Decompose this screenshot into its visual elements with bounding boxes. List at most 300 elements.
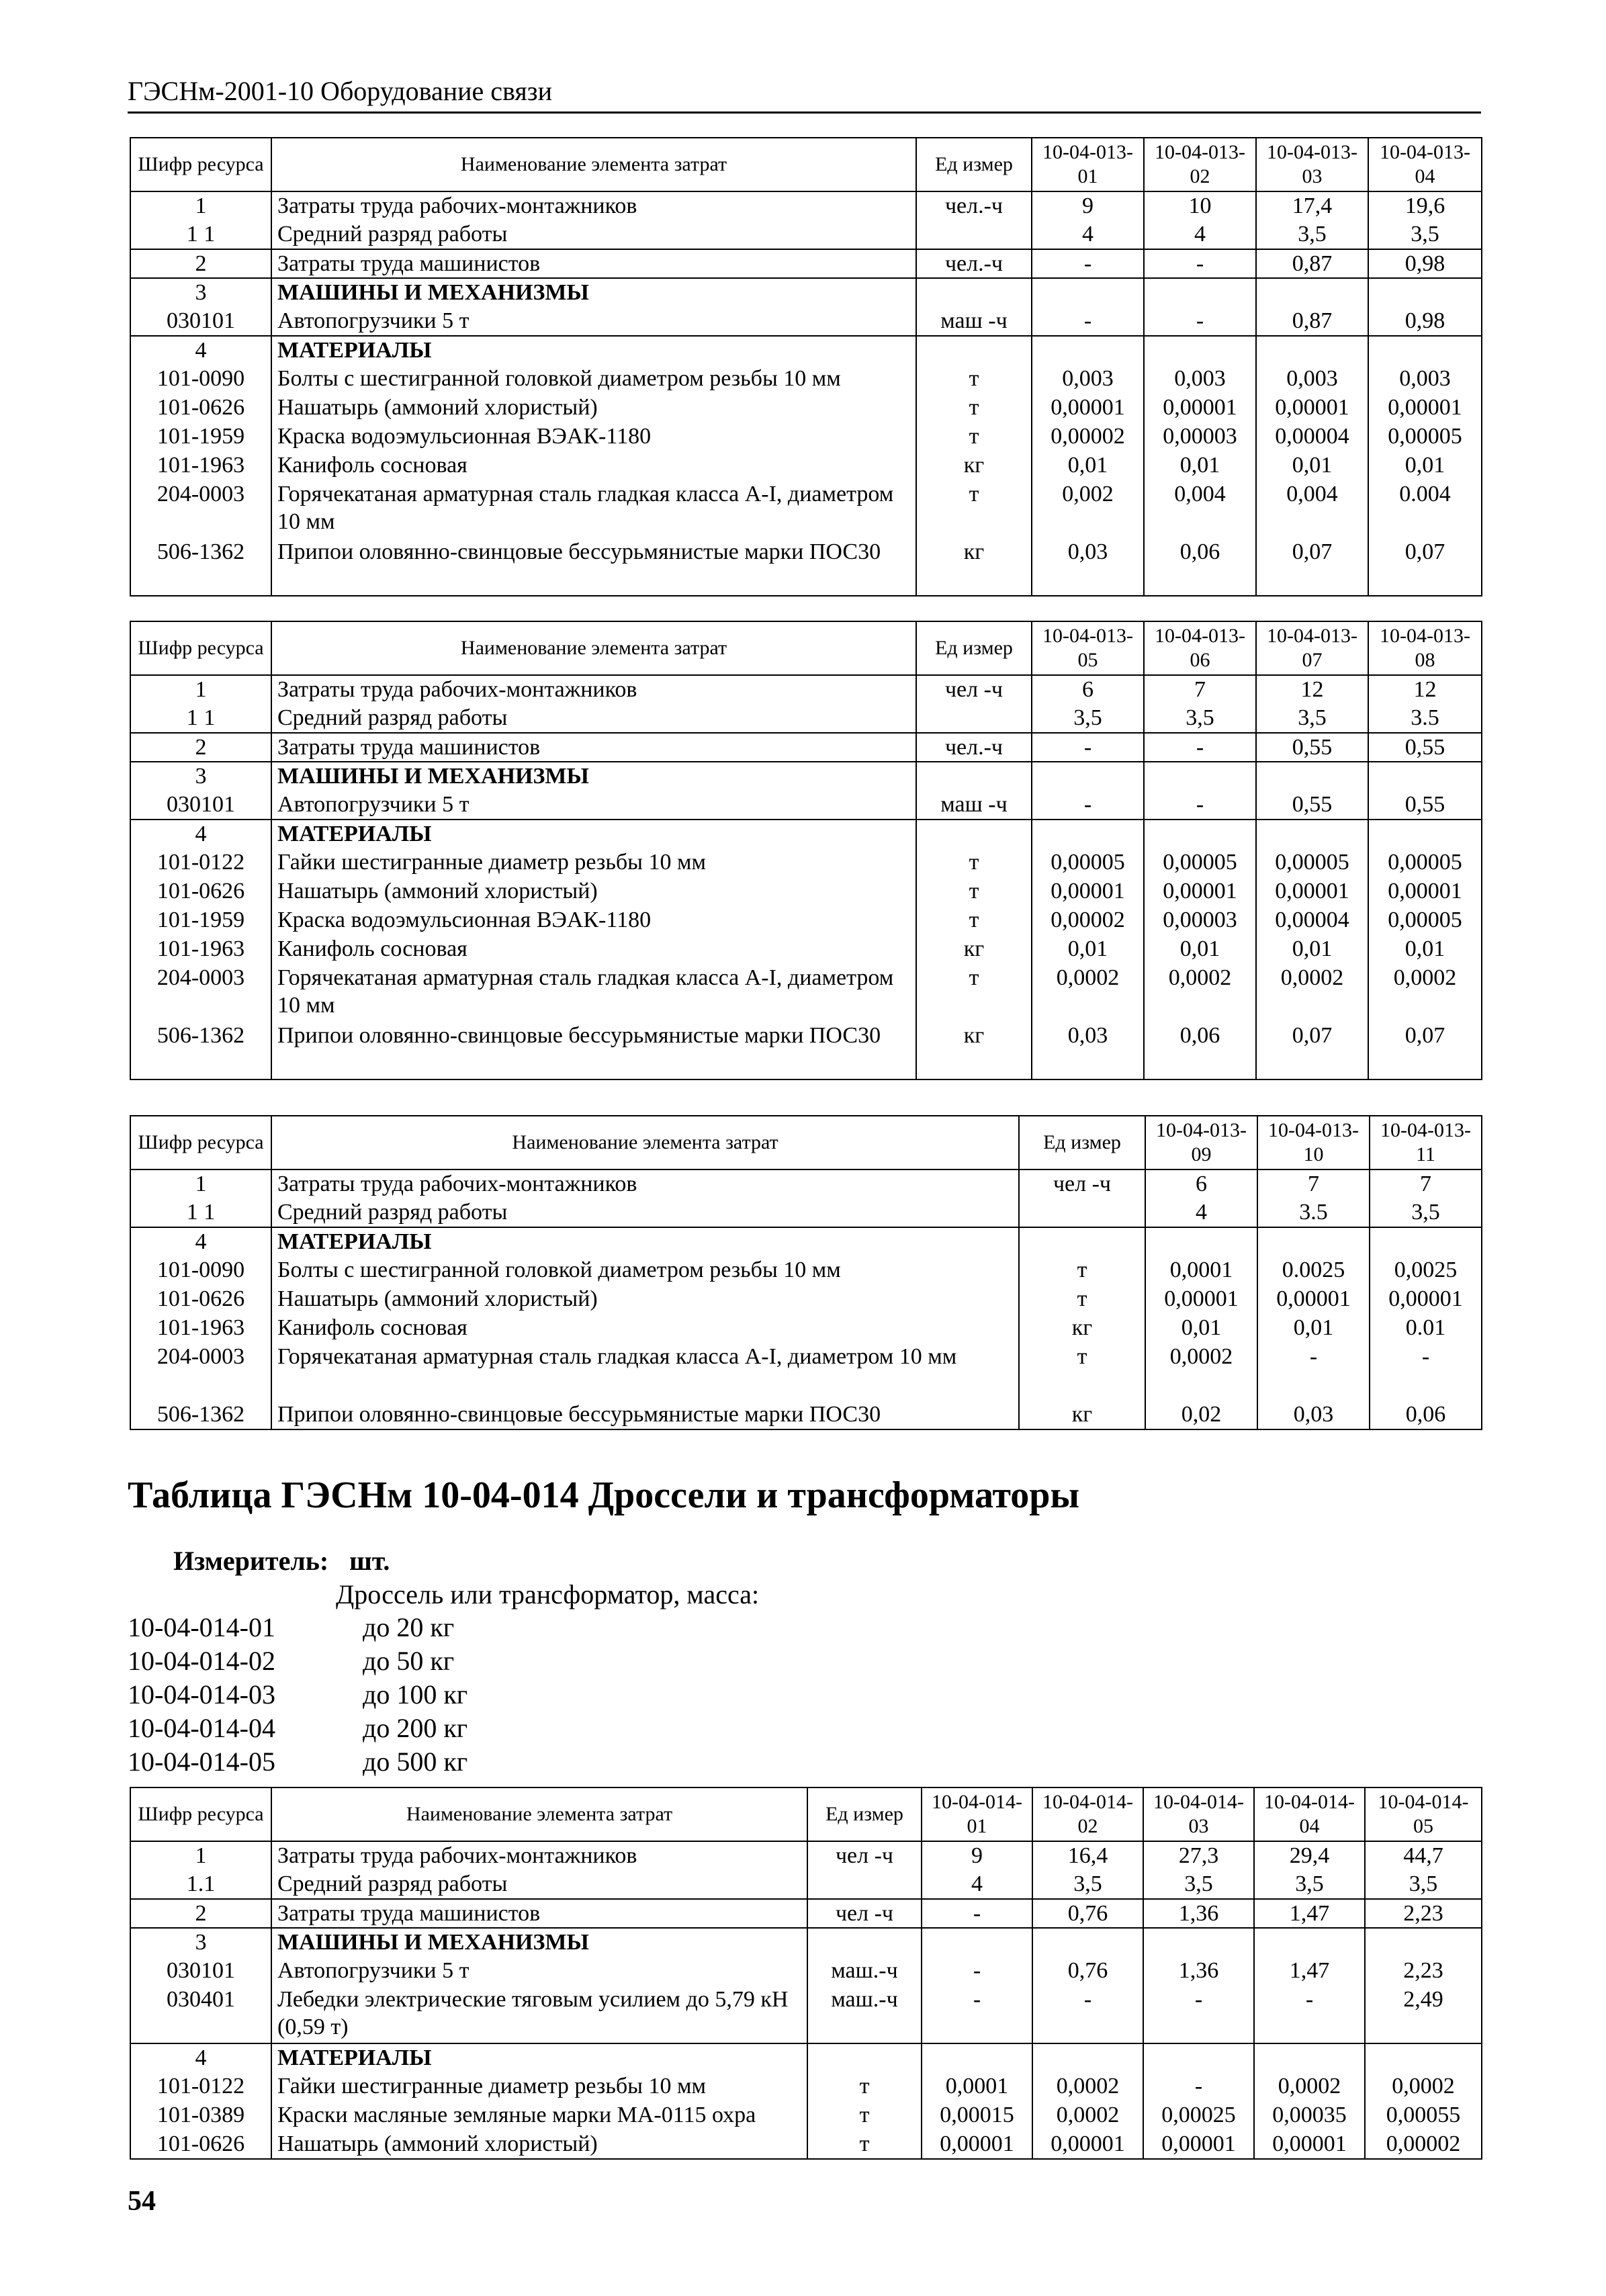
norm-value [1254,2043,1365,2072]
norm-value: 0,002 [1032,480,1144,538]
table-row [130,307,1482,336]
norm-value: 0,003 [1032,365,1144,394]
resource-code: 101-0626 [130,2130,271,2159]
table-row [130,191,1482,220]
resource-table-013-01-04 [130,137,1482,597]
norm-code: 10-04-014-02 [128,1646,275,1676]
table-row [130,249,1482,278]
norm-mass: до 50 кг [363,1646,455,1676]
norm-value [1254,1928,1365,1957]
unit: кг [916,538,1032,596]
norm-value: 0,76 [1032,1957,1143,1986]
table-row [130,877,1482,906]
resource-code: 2 [130,249,271,278]
resource-code: 3 [130,278,271,307]
table-row [130,1022,1482,1079]
cost-element-name: Припои оловянно-свинцовые бессурьмянистые марки ПОС30 [271,1022,916,1079]
norm-value: 0,003 [1368,365,1482,394]
header-norm-code: 10-04-014-01 [922,1787,1032,1841]
table-row [130,791,1482,820]
unit [807,1928,922,1957]
resource-code: 101-0626 [130,877,271,906]
norm-value: - [1143,2072,1254,2101]
table-row [130,1401,1482,1429]
table-row [130,278,1482,307]
norm-value: - [1254,1986,1365,2043]
norm-value: 0,07 [1256,1022,1368,1079]
unit: кг [916,1022,1032,1079]
norm-value [922,1928,1032,1957]
norm-value: 0,00001 [1370,1285,1482,1314]
norm-mass: до 100 кг [363,1679,468,1710]
norm-value: 17,4 [1256,191,1368,220]
table-row [130,2072,1482,2101]
resource-code: 101-1963 [130,451,271,480]
norm-description: Дроссель или трансформатор, масса: [336,1579,760,1609]
norm-value: 0,55 [1256,733,1368,762]
unit: маш.-ч [807,1957,922,1986]
norm-value: 3.5 [1368,704,1482,733]
header-norm-code: 10-04-013-06 [1144,621,1256,675]
header-norm-code: 10-04-013-04 [1368,138,1482,191]
resource-code: 4 [130,336,271,365]
norm-value [1256,278,1368,307]
category-name: МАШИНЫ И МЕХАНИЗМЫ [271,762,916,791]
resource-code: 4 [130,820,271,848]
cost-element-name: Канифоль сосновая [271,935,916,964]
norm-value: 0,03 [1032,1022,1144,1079]
norm-value: 0,00001 [1256,394,1368,423]
cost-element-name: Затраты труда машинистов [271,733,916,762]
table-header-row [130,1116,1482,1169]
norm-value: 12 [1368,675,1482,704]
norm-value: - [922,1899,1032,1928]
resource-code: 1 [130,191,271,220]
category-name: МАТЕРИАЛЫ [271,2043,807,2072]
norm-value: 0,00005 [1368,906,1482,935]
norm-value [1257,1227,1370,1256]
norm-value: 3,5 [1254,1870,1365,1899]
unit: кг [916,935,1032,964]
resource-code: 101-0626 [130,394,271,423]
table-row [130,1343,1482,1401]
norm-value [1365,1928,1482,1957]
unit: т [916,848,1032,877]
norm-value: 0,00001 [1368,394,1482,423]
table-header-row [130,1787,1482,1841]
cost-element-name: Краски масляные земляные марки МА-0115 охра [271,2101,807,2130]
norm-value [922,2043,1032,2072]
norm-value: - [1370,1343,1482,1401]
norm-value: 29,4 [1254,1841,1365,1870]
resource-code: 204-0003 [130,964,271,1022]
table-row [130,1227,1482,1256]
norm-value: 0,0002 [1365,2072,1482,2101]
norm-value [1032,278,1144,307]
unit [916,278,1032,307]
resource-code: 101-0122 [130,848,271,877]
resource-code: 030101 [130,791,271,820]
norm-value: - [1032,1986,1143,2043]
norm-value: 0,00015 [922,2101,1032,2130]
norm-value: 0,07 [1368,538,1482,596]
norm-value: - [922,1957,1032,1986]
table-row [130,1841,1482,1870]
unit: кг [916,451,1032,480]
table-row [130,2043,1482,2072]
norm-value: 0,01 [1145,1314,1257,1343]
resource-code: 030101 [130,307,271,336]
norm-value: - [1143,1986,1254,2043]
unit: т [807,2130,922,2159]
norm-value: 0,98 [1368,249,1482,278]
norm-value [1256,820,1368,848]
norm-value [1032,1928,1143,1957]
table-row [130,1899,1482,1928]
unit: чел.-ч [916,249,1032,278]
norm-value: 0,03 [1257,1401,1370,1429]
unit [916,762,1032,791]
unit: т [916,964,1032,1022]
norm-value: 0,00002 [1365,2130,1482,2159]
header-norm-code: 10-04-013-02 [1144,138,1256,191]
unit: маш -ч [916,307,1032,336]
norm-value: 0,0002 [1144,964,1256,1022]
resource-table-013-09-11 [130,1115,1482,1430]
table-row [130,906,1482,935]
unit: маш -ч [916,791,1032,820]
norm-value: 1,47 [1254,1957,1365,1986]
cost-element-name: Нашатырь (аммоний хлористый) [271,2130,807,2159]
norm-value: 0,0002 [1254,2072,1365,2101]
table-row [130,538,1482,596]
table-row [130,2101,1482,2130]
section-title: Таблица ГЭСНм 10-04-014 Дроссели и трансформаторы [128,1474,1080,1516]
norm-value: 0,06 [1144,538,1256,596]
norm-value [1144,820,1256,848]
norm-value: 1,36 [1143,1957,1254,1986]
norm-value: - [1144,733,1256,762]
norm-value [1143,2043,1254,2072]
header-norm-code: 10-04-013-03 [1256,138,1368,191]
norm-value: - [1032,307,1144,336]
norm-value: 0,00001 [1143,2130,1254,2159]
norm-value [1256,336,1368,365]
header-norm-code: 10-04-014-05 [1365,1787,1482,1841]
cost-element-name: Затраты труда машинистов [271,1899,807,1928]
norm-value: 0,00055 [1365,2101,1482,2130]
norm-mass: до 200 кг [363,1713,468,1743]
unit: чел -ч [807,1899,922,1928]
norm-value: 0,0002 [1145,1343,1257,1401]
norm-value: 0,00001 [1032,394,1144,423]
norm-value: 4 [1032,220,1144,249]
norm-value: - [1032,733,1144,762]
unit [1019,1198,1145,1227]
norm-code: 10-04-014-03 [128,1679,275,1710]
table-row [130,675,1482,704]
table-row [130,1314,1482,1343]
header-cost-element: Наименование элемента затрат [271,1116,1019,1169]
norm-value: 4 [1144,220,1256,249]
table-row [130,1285,1482,1314]
resource-code: 3 [130,762,271,791]
norm-value: 6 [1145,1169,1257,1198]
norm-value: 0,00005 [1368,423,1482,451]
resource-code: 1 [130,1169,271,1198]
resource-code: 1 1 [130,220,271,249]
norm-value: 44,7 [1365,1841,1482,1870]
header-norm-code: 10-04-014-03 [1143,1787,1254,1841]
resource-code: 204-0003 [130,480,271,538]
norm-value: 3,5 [1365,1870,1482,1899]
measure-value: шт. [349,1546,390,1576]
norm-value: 0,01 [1032,935,1144,964]
norm-value: 0,01 [1368,935,1482,964]
table-row [130,848,1482,877]
table-row [130,733,1482,762]
norm-value: 0,00001 [1368,877,1482,906]
norm-value: - [1032,249,1144,278]
norm-value: - [1144,791,1256,820]
header-norm-code: 10-04-013-09 [1145,1116,1257,1169]
table-row [130,365,1482,394]
norm-value: 2,23 [1365,1957,1482,1986]
resource-code: 2 [130,733,271,762]
resource-code: 2 [130,1899,271,1928]
cost-element-name: Средний разряд работы [271,1198,1019,1227]
table-row [130,480,1482,538]
table-row [130,1169,1482,1198]
unit: т [916,394,1032,423]
cost-element-name: Гайки шестигранные диаметр резьбы 10 мм [271,848,916,877]
norm-value: 0,00001 [1032,877,1144,906]
norm-value [1370,1227,1482,1256]
header-norm-code: 10-04-013-08 [1368,621,1482,675]
cost-element-name: Нашатырь (аммоний хлористый) [271,1285,1019,1314]
table-row [130,1256,1482,1285]
norm-value [1032,2043,1143,2072]
norm-value: 0,003 [1144,365,1256,394]
unit: кг [1019,1401,1145,1429]
norm-value: 3,5 [1256,220,1368,249]
cost-element-name: Припои оловянно-свинцовые бессурьмянистые марки ПОС30 [271,1401,1019,1429]
resource-code: 3 [130,1928,271,1957]
header-resource-code: Шифр ресурса [130,621,271,675]
norm-value: 0,55 [1368,791,1482,820]
unit: т [916,423,1032,451]
norm-value [1368,278,1482,307]
resource-table-013-05-08 [130,621,1482,1080]
unit: чел.-ч [916,191,1032,220]
cost-element-name: Краска водоэмульсионная ВЭАК-1180 [271,906,916,935]
cost-element-name: Автопогрузчики 5 т [271,791,916,820]
norm-value: 0,76 [1032,1899,1143,1928]
norm-value: 0,01 [1256,451,1368,480]
unit [916,704,1032,733]
cost-element-name: Нашатырь (аммоний хлористый) [271,394,916,423]
header-rule [128,112,1481,114]
unit: т [1019,1256,1145,1285]
norm-value: 0,00035 [1254,2101,1365,2130]
norm-value: 16,4 [1032,1841,1143,1870]
norm-value: 0,0025 [1370,1256,1482,1285]
norm-value: 0,00025 [1143,2101,1254,2130]
unit [807,1870,922,1899]
resource-code: 101-1963 [130,935,271,964]
category-name: МАТЕРИАЛЫ [271,336,916,365]
norm-value: 0,98 [1368,307,1482,336]
norm-value: 0,01 [1257,1314,1370,1343]
norm-value: 2,49 [1365,1986,1482,2043]
norm-value [1145,1227,1257,1256]
norm-value [1368,336,1482,365]
resource-code: 506-1362 [130,1401,271,1429]
norm-value: - [1144,307,1256,336]
table-row [130,1957,1482,1986]
header-norm-code: 10-04-013-05 [1032,621,1144,675]
header-norm-code: 10-04-013-07 [1256,621,1368,675]
norm-value: 0,00001 [1254,2130,1365,2159]
unit [1019,1227,1145,1256]
table-header-row [130,138,1482,191]
norm-value: - [922,1986,1032,2043]
norm-value: 0,00004 [1256,906,1368,935]
table-row [130,394,1482,423]
norm-value: - [1032,791,1144,820]
unit: т [807,2101,922,2130]
unit: чел -ч [916,675,1032,704]
norm-value: 9 [922,1841,1032,1870]
norm-value: 0,00001 [1144,877,1256,906]
norm-value: 0,00001 [1145,1285,1257,1314]
header-resource-code: Шифр ресурса [130,1787,271,1841]
category-name: МАТЕРИАЛЫ [271,1227,1019,1256]
header-unit: Ед измер [1019,1116,1145,1169]
resource-code: 101-0090 [130,1256,271,1285]
norm-value: 0,0002 [1032,964,1144,1022]
norm-value: 0,55 [1256,791,1368,820]
norm-value: 7 [1257,1169,1370,1198]
norm-value: 0,01 [1256,935,1368,964]
resource-code: 506-1362 [130,1022,271,1079]
cost-element-name: Горячекатаная арматурная сталь гладкая класса А-I, диаметром 10 мм [271,480,916,538]
norm-value: 0,01 [1144,935,1256,964]
norm-value: - [1257,1343,1370,1401]
norm-value [1144,762,1256,791]
header-cost-element: Наименование элемента затрат [271,621,916,675]
norm-value: 0,003 [1256,365,1368,394]
table-row [130,935,1482,964]
norm-value [1032,762,1144,791]
unit: т [916,877,1032,906]
norm-value: 1,47 [1254,1899,1365,1928]
cost-element-name: Автопогрузчики 5 т [271,1957,807,1986]
norm-value: 0,00001 [1256,877,1368,906]
resource-code: 1 [130,675,271,704]
norm-value: 3,5 [1370,1198,1482,1227]
norm-value: 3.5 [1257,1198,1370,1227]
resource-code: 1 [130,1841,271,1870]
norm-value: 0,03 [1032,538,1144,596]
table-row [130,1986,1482,2043]
norm-value [1368,762,1482,791]
resource-code: 101-1959 [130,906,271,935]
resource-code: 101-1959 [130,423,271,451]
table-row [130,336,1482,365]
resource-code: 1 1 [130,1198,271,1227]
norm-value: 0,02 [1145,1401,1257,1429]
cost-element-name: Горячекатаная арматурная сталь гладкая класса А-I, диаметром 10 мм [271,1343,1019,1401]
unit: т [807,2072,922,2101]
norm-value: 0,004 [1256,480,1368,538]
cost-element-name: Канифоль сосновая [271,1314,1019,1343]
norm-value: 0,0002 [1032,2101,1143,2130]
resource-code: 101-0389 [130,2101,271,2130]
cost-element-name: Автопогрузчики 5 т [271,307,916,336]
resource-code: 4 [130,2043,271,2072]
norm-value: 0,00005 [1256,848,1368,877]
norm-value: 0,06 [1370,1401,1482,1429]
table-row [130,1870,1482,1899]
header-cost-element: Наименование элемента затрат [271,138,916,191]
header-unit: Ед измер [807,1787,922,1841]
norm-value: 3,5 [1143,1870,1254,1899]
header-norm-code: 10-04-014-04 [1254,1787,1365,1841]
norm-value: 0,01 [1144,451,1256,480]
cost-element-name: Болты с шестигранной головкой диаметром резьбы 10 мм [271,365,916,394]
norm-code: 10-04-014-01 [128,1612,275,1642]
norm-value: 0,00005 [1032,848,1144,877]
cost-element-name: Средний разряд работы [271,220,916,249]
norm-value: 0,00003 [1144,423,1256,451]
unit: т [1019,1343,1145,1401]
norm-value [1368,820,1482,848]
header-cost-element: Наименование элемента затрат [271,1787,807,1841]
unit: маш.-ч [807,1986,922,2043]
table-header-row [130,621,1482,675]
norm-mass: до 500 кг [363,1747,468,1777]
norm-value: 0.004 [1368,480,1482,538]
header-norm-code: 10-04-013-01 [1032,138,1144,191]
norm-value: 10 [1144,191,1256,220]
cost-element-name: Гайки шестигранные диаметр резьбы 10 мм [271,2072,807,2101]
page-number: 54 [128,2186,156,2217]
table-row [130,1928,1482,1957]
measure-label: Измеритель: [173,1546,329,1576]
norm-value: 2,23 [1365,1899,1482,1928]
norm-value: 0,0002 [1256,964,1368,1022]
unit: чел.-ч [916,733,1032,762]
norm-value: 0,87 [1256,307,1368,336]
cost-element-name: Средний разряд работы [271,1870,807,1899]
norm-value: - [1144,249,1256,278]
unit: т [916,480,1032,538]
unit: чел -ч [1019,1169,1145,1198]
unit [916,336,1032,365]
header-unit: Ед измер [916,621,1032,675]
norm-value: 0,07 [1368,1022,1482,1079]
norm-code: 10-04-014-05 [128,1747,275,1777]
norm-value [1144,278,1256,307]
table-row [130,220,1482,249]
cost-element-name: Нашатырь (аммоний хлористый) [271,877,916,906]
cost-element-name: Лебедки электрические тяговым усилием до 5,79 кН (0,59 т) [271,1986,807,2043]
header-resource-code: Шифр ресурса [130,1116,271,1169]
unit [807,2043,922,2072]
norm-value [1032,820,1144,848]
table-row [130,704,1482,733]
